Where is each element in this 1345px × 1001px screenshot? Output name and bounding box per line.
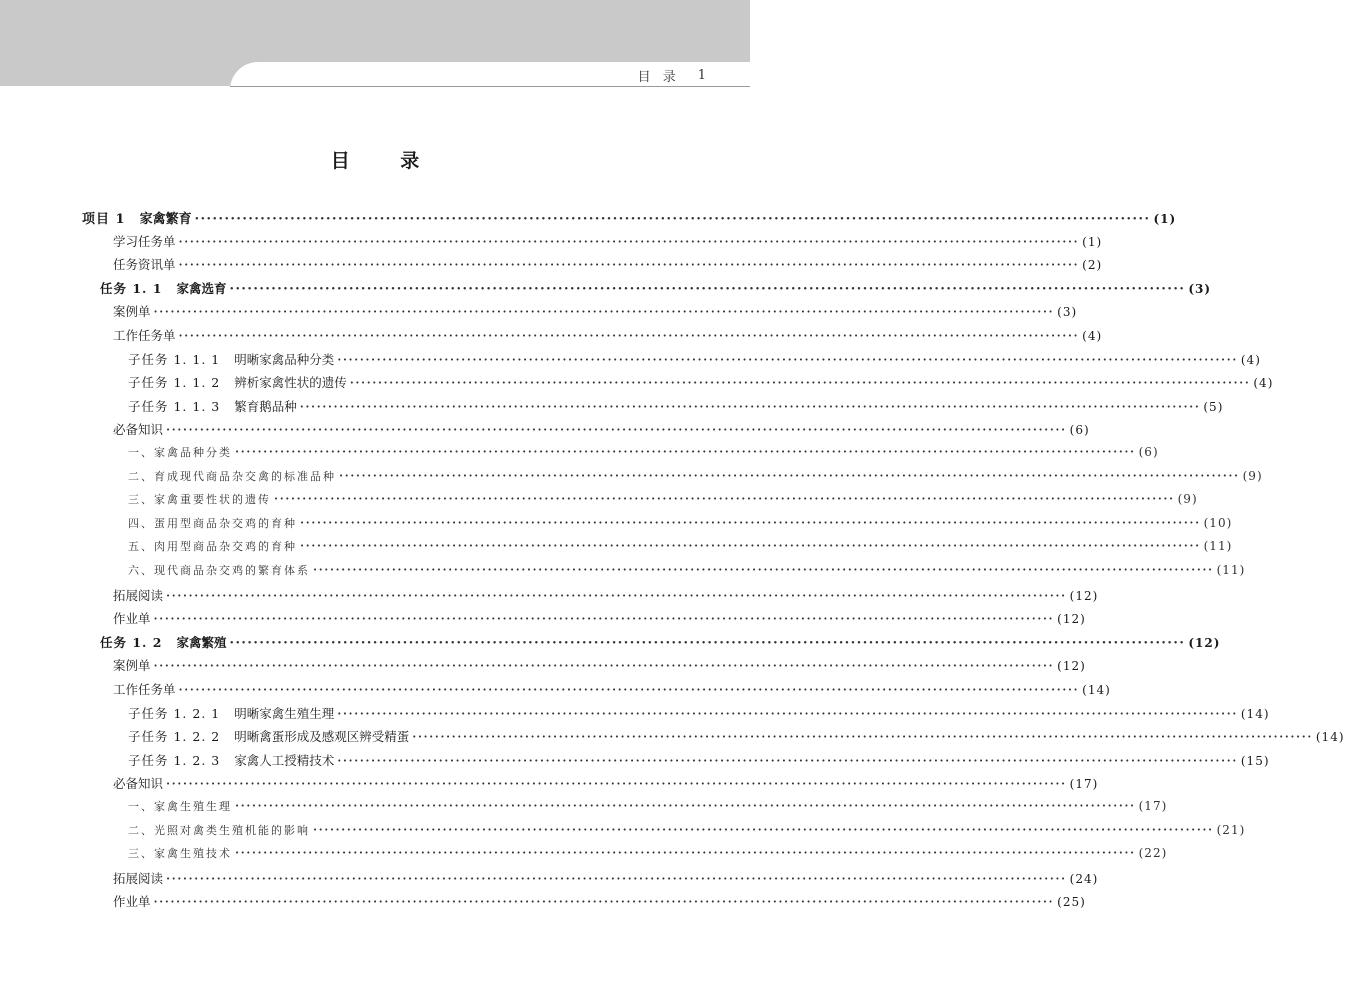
toc-entry-text: 必备知识 (113, 422, 164, 438)
toc-entry[interactable] (113, 302, 1078, 322)
toc-entry-text: 学习任务单 (113, 233, 176, 249)
toc-entry-label (128, 491, 271, 507)
toc-entry-text: 拓展阅读 (113, 870, 164, 886)
dot-leader: •••••••••••••••••••••••••••••••••••••••••••••••••••••••••••••••••••••••••••••••••••••••••••••••••••••••••••••••••••••••••••••••••••••••••••••••••••••••••••••••• (337, 756, 1238, 765)
toc-entry-label (128, 704, 334, 722)
toc-entry[interactable] (128, 515, 1233, 535)
dot-leader: •••••••••••••••••••••••••••••••••••••••••••••••••••••••••••••••••••••••••••••••••••••••••••••••••••••••••••••••••••••••••••••••••••••••••••••••••••••••••••••••• (153, 898, 1055, 907)
toc-entry[interactable] (128, 491, 1198, 511)
toc-entry-label (128, 538, 297, 554)
toc-entry[interactable] (113, 656, 1086, 676)
toc-entry-text: 二、光照对禽类生殖机能的影响 (128, 823, 310, 837)
toc-entry-number: 子任务 1. 2. 3 (128, 752, 221, 768)
toc-entry-page: (12) (1069, 588, 1099, 603)
toc-entry-page: (11) (1203, 539, 1233, 554)
toc-entry[interactable] (113, 869, 1099, 889)
toc-entry-label (128, 798, 232, 814)
toc-entry-text: 家禽繁育 (139, 212, 192, 227)
dot-leader: •••••••••••••••••••••••••••••••••••••••••••••••••••••••••••••••••••••••••••••••••••••••••••••••••••••••••••••••••••••••••••••••••••••••••••••••••••••••••••••••• (153, 308, 1055, 317)
dot-leader: •••••••••••••••••••••••••••••••••••••••••••••••••••••••••••••••••••••••••••••••••••••••••••••••••••••••••••••••••••••••••••••••••••••••••••••••••••••••••••••••• (300, 542, 1201, 551)
dot-leader: •••••••••••••••••••••••••••••••••••••••••••••••••••••••••••••••••••••••••••••••••••••••••••••••••••••••••••••••••••••••••••••••••••••••••••••••••••••••••••••••• (235, 448, 1136, 456)
toc-entry-label (113, 255, 176, 273)
dot-leader: •••••••••••••••••••••••••••••••••••••••••••••••••••••••••••••••••••••••••••••••••••••••••••••••••••••••••••••••••••••••••••••••••••••••••••••••••••••••••••••••• (299, 402, 1201, 411)
toc-entry[interactable] (113, 420, 1090, 440)
toc-entry-label (113, 892, 151, 910)
toc-entry-page: (6) (1138, 445, 1159, 459)
toc-entry-page: (14) (1082, 683, 1111, 697)
toc-entry-text: 繁育鹅品种 (234, 398, 297, 414)
toc-entry[interactable] (128, 468, 1263, 488)
toc-entry-page: (14) (1315, 730, 1345, 745)
toc-entry-page: (22) (1138, 846, 1168, 861)
toc-entry-text: 任务资讯单 (113, 257, 176, 273)
toc-entry-page: (24) (1069, 871, 1099, 886)
toc-entry-label (113, 326, 176, 344)
toc-entry-text: 一、家禽品种分类 (128, 446, 232, 459)
dot-leader: •••••••••••••••••••••••••••••••••••••••••••••••••••••••••••••••••••••••••••••••••••••••••••••••••••••••••••••••••••••••••••••••••••••••••••••••••••••••••••••••• (339, 471, 1240, 480)
toc-entry-number: 任务 1. 2 (100, 634, 163, 650)
toc-entry-page: (12) (1188, 635, 1221, 650)
toc-entry-label (113, 586, 163, 604)
toc-entry[interactable] (128, 822, 1246, 842)
dot-leader: •••••••••••••••••••••••••••••••••••••••••••••••••••••••••••••••••••••••••••••••••••••••••••••••••••••••••••••••••••••••••••••••••••••••••••••••••••••••••••••••• (412, 733, 1313, 742)
toc-entry-text: 作业单 (113, 611, 151, 627)
dot-leader: •••••••••••••••••••••••••••••••••••••••••••••••••••••••••••••••••••••••••••••••••••••••••••••••••••••••••••••••••••••••••••••••••••••••••••••••••••••••••••••••• (313, 566, 1214, 574)
toc-entry[interactable] (128, 373, 1274, 393)
dot-leader: •••••••••••••••••••••••••••••••••••••••••••••••••••••••••••••••••••••••••••••••••••••••••••••••••••••••••••••••••••••••••••••••••••••••••••••••••••••••••••••••• (178, 237, 1080, 246)
toc-entry-number: 任务 1. 1 (100, 280, 163, 296)
toc-entry-text: 二、育成现代商品杂交禽的标准品种 (128, 469, 336, 483)
toc-entry[interactable] (128, 350, 1261, 370)
toc-entry-label (113, 232, 176, 250)
toc-entry-label (128, 468, 336, 484)
toc-entry-text: 家禽人工授精技术 (234, 752, 335, 768)
header-rule (230, 86, 750, 87)
toc-entry-number: 子任务 1. 1. 1 (128, 351, 221, 367)
toc-entry[interactable] (128, 751, 1270, 771)
toc-entry-page: (4) (1240, 352, 1261, 367)
toc-entry-label (100, 633, 226, 651)
toc-entry-page: (3) (1057, 305, 1078, 320)
toc-entry-page: (6) (1069, 423, 1090, 438)
toc-entry-label (82, 208, 192, 227)
toc-entry-page: (1) (1082, 234, 1103, 249)
toc-entry-page: (3) (1188, 281, 1212, 296)
toc-entry-label (113, 869, 163, 887)
toc-entry[interactable] (113, 326, 1103, 346)
toc-entry-text: 必备知识 (113, 776, 164, 792)
dot-leader: •••••••••••••••••••••••••••••••••••••••••••••••••••••••••••••••••••••••••••••••••••••••••••••••••••••••••••••••••••••••••••••••••••••••••••••••••••••••••••••••• (235, 849, 1136, 858)
toc-entry-page: (21) (1216, 822, 1246, 837)
page-number: 1 (697, 68, 710, 83)
toc-entry[interactable] (113, 892, 1086, 912)
toc-entry[interactable] (128, 798, 1168, 818)
dot-leader: •••••••••••••••••••••••••••••••••••••••••••••••••••••••••••••••••••••••••••••••••••••••••••••••••••••••••••••••••••••••••••••••••••••••••••••••••••••••••••••••• (337, 355, 1238, 364)
toc-entry[interactable] (113, 586, 1099, 606)
dot-leader: •••••••••••••••••••••••••••••••••••••••••••••••••••••••••••••••••••••••••••••••••••••••••••••••••••••••••••••••••••••••••••••••••••••••••••••••••••••••••••••••• (337, 709, 1238, 718)
dot-leader: •••••••••••••••••••••••••••••••••••••••••••••••••••••••••••••••••••••••••••••••••••••••••••••••••••••••••••••••••••••••••••••••••••••••••••••••••••••••••••••••• (166, 591, 1067, 600)
toc-entry-label (128, 515, 297, 531)
dot-leader: •••••••••••••••••••••••••••••••••••••••••••••••••••••••••••••••••••••••••••••••••••••••••••••••••••••••••••••••••••••••••••••••••••••••••••••••••••••••••••••••• (166, 780, 1067, 789)
dot-leader: •••••••••••••••••••••••••••••••••••••••••••••••••••••••••••••••••••••••••••••••••••••••••••••••••••••••••••••••••••••••••••••••••••••••••••••••••••••••••••••••• (153, 662, 1055, 671)
dot-leader: •••••••••••••••••••••••••••••••••••••••••••••••••••••••••••••••••••••••••••••••••••••••••••••••••••••••••••••••••••••••••••••••••••••••••••••••••••••••••••••••• (178, 261, 1080, 270)
toc-entry-text: 辨析家禽性状的遗传 (234, 375, 347, 391)
toc-entry-text: 六、现代商品杂交鸡的繁育体系 (128, 564, 310, 577)
toc-entry[interactable] (100, 633, 1221, 653)
toc-entry-text: 一、家禽生殖生理 (128, 800, 232, 813)
dot-leader: •••••••••••••••••••••••••••••••••••••••••••••••••••••••••••••••••••••••••••••••••••••••••••••••••••••••••••••••••••••••••••••••••••••••••••••••••••••••••••••••• (229, 638, 1186, 647)
toc-entry[interactable] (113, 680, 1111, 700)
toc-entry-label (113, 302, 151, 320)
dot-leader: •••••••••••••••••••••••••••••••••••••••••••••••••••••••••••••••••••••••••••••••••••••••••••••••••••••••••••••••••••••••••••••••••••••••••••••••••••••••••••••••• (274, 495, 1175, 504)
toc-entry-page: (17) (1069, 777, 1099, 792)
toc-entry-label (113, 680, 176, 698)
page-title: 目 录 (330, 150, 442, 172)
toc-entry-page: (17) (1138, 799, 1168, 813)
dot-leader: •••••••••••••••••••••••••••••••••••••••••••••••••••••••••••••••••••••••••••••••••••••••••••••••••••••••••••••••••••••••••••••••••••••••••••••••••••••••••••••••• (194, 215, 1151, 223)
running-header (638, 66, 710, 85)
toc-entry-number: 子任务 1. 2. 1 (128, 705, 221, 721)
toc-entry-label (128, 562, 310, 578)
toc-entry[interactable] (128, 397, 1224, 417)
toc-entry-page: (12) (1057, 612, 1086, 627)
toc-entry-text: 家禽繁殖 (176, 634, 227, 650)
toc-entry[interactable] (128, 562, 1246, 582)
toc-entry-label (113, 656, 151, 674)
toc-entry-label (128, 373, 347, 391)
toc-entry-label (100, 279, 226, 297)
toc-entry[interactable] (128, 704, 1270, 724)
toc-entry[interactable] (128, 845, 1168, 865)
toc-entry-text: 明晰家禽品种分类 (234, 351, 335, 367)
toc-entry-page: (10) (1203, 515, 1233, 530)
toc-entry-text: 作业单 (113, 894, 151, 910)
toc-entry-text: 拓展阅读 (113, 587, 164, 603)
toc-entry-label (113, 420, 163, 438)
dot-leader: •••••••••••••••••••••••••••••••••••••••••••••••••••••••••••••••••••••••••••••••••••••••••••••••••••••••••••••••••••••••••••••••••••••••••••••••••••••••••••••••• (349, 379, 1251, 388)
toc-entry-text: 明晰家禽生殖生理 (234, 705, 335, 721)
toc-entry-page: (15) (1240, 753, 1270, 768)
toc-entry-page: (4) (1082, 329, 1103, 343)
toc-entry-label (128, 727, 409, 745)
toc-entry-label (128, 822, 310, 838)
toc-entry-text: 工作任务单 (113, 328, 176, 343)
toc-entry-page: (2) (1082, 258, 1103, 273)
toc-entry[interactable] (113, 232, 1103, 252)
toc-entry-page: (9) (1242, 468, 1263, 483)
dot-leader: •••••••••••••••••••••••••••••••••••••••••••••••••••••••••••••••••••••••••••••••••••••••••••••••••••••••••••••••••••••••••••••••••••••••••••••••••••••••••••••••• (166, 426, 1067, 435)
toc-entry[interactable] (128, 444, 1159, 464)
toc-entry[interactable] (128, 538, 1233, 558)
dot-leader: •••••••••••••••••••••••••••••••••••••••••••••••••••••••••••••••••••••••••••••••••••••••••••••••••••••••••••••••••••••••••••••••••••••••••••••••••••••••••••••••• (229, 284, 1186, 293)
toc-entry-number: 子任务 1. 2. 2 (128, 729, 221, 745)
toc-entry-page: (11) (1216, 563, 1246, 577)
dot-leader: •••••••••••••••••••••••••••••••••••••••••••••••••••••••••••••••••••••••••••••••••••••••••••••••••••••••••••••••••••••••••••••••••••••••••••••••••••••••••••••••• (178, 332, 1080, 340)
toc-entry[interactable] (113, 255, 1103, 275)
toc-entry-text: 工作任务单 (113, 682, 176, 697)
toc-entry-text: 三、家禽生殖技术 (128, 847, 232, 861)
toc-entry[interactable] (113, 774, 1099, 794)
toc-entry-text: 案例单 (113, 658, 151, 674)
toc-entry-number: 子任务 1. 1. 2 (128, 375, 221, 391)
toc-entry-text: 案例单 (113, 304, 151, 320)
toc-entry[interactable] (100, 279, 1212, 299)
toc-entry-label (128, 350, 334, 368)
dot-leader: •••••••••••••••••••••••••••••••••••••••••••••••••••••••••••••••••••••••••••••••••••••••••••••••••••••••••••••••••••••••••••••••••••••••••••••••••••••••••••••••• (153, 615, 1055, 624)
dot-leader: •••••••••••••••••••••••••••••••••••••••••••••••••••••••••••••••••••••••••••••••••••••••••••••••••••••••••••••••••••••••••••••••••••••••••••••••••••••••••••••••• (235, 802, 1136, 810)
toc-entry-label (128, 845, 232, 861)
toc-entry-text: 家禽选育 (176, 280, 227, 296)
toc-entry[interactable] (128, 727, 1345, 747)
toc-entry-page: (25) (1057, 895, 1086, 910)
toc-entry-text: 四、蛋用型商品杂交鸡的育种 (128, 516, 297, 530)
toc-entry[interactable] (113, 609, 1086, 629)
toc-entry-page: (5) (1203, 399, 1224, 414)
toc-entry[interactable] (82, 208, 1177, 228)
toc-entry-label (128, 397, 297, 415)
toc-entry-label (113, 774, 163, 792)
toc-entry-text: 明晰禽蛋形成及感观区辨受精蛋 (234, 729, 410, 745)
toc-entry-number: 项目 1 (82, 212, 126, 227)
running-title: 目 录 (637, 70, 680, 85)
toc-entry-page: (12) (1057, 659, 1086, 674)
toc-entry-number: 子任务 1. 1. 3 (128, 398, 221, 414)
toc-entry-text: 三、家禽重要性状的遗传 (128, 493, 271, 507)
toc-entry-page: (4) (1253, 376, 1274, 391)
dot-leader: •••••••••••••••••••••••••••••••••••••••••••••••••••••••••••••••••••••••••••••••••••••••••••••••••••••••••••••••••••••••••••••••••••••••••••••••••••••••••••••••• (166, 874, 1067, 883)
dot-leader: •••••••••••••••••••••••••••••••••••••••••••••••••••••••••••••••••••••••••••••••••••••••••••••••••••••••••••••••••••••••••••••••••••••••••••••••••••••••••••••••• (313, 825, 1214, 834)
dot-leader: •••••••••••••••••••••••••••••••••••••••••••••••••••••••••••••••••••••••••••••••••••••••••••••••••••••••••••••••••••••••••••••••••••••••••••••••••••••••••••••••• (300, 518, 1201, 527)
dot-leader: •••••••••••••••••••••••••••••••••••••••••••••••••••••••••••••••••••••••••••••••••••••••••••••••••••••••••••••••••••••••••••••••••••••••••••••••••••••••••••••••• (178, 686, 1080, 694)
toc-entry-text: 五、肉用型商品杂交鸡的育种 (128, 540, 297, 554)
toc-entry-page: (1) (1153, 212, 1177, 226)
toc-entry-label (128, 444, 232, 460)
toc-entry-label (128, 751, 334, 769)
toc-entry-page: (9) (1177, 492, 1198, 507)
toc-entry-label (113, 609, 151, 627)
toc-entry-page: (14) (1240, 706, 1270, 721)
